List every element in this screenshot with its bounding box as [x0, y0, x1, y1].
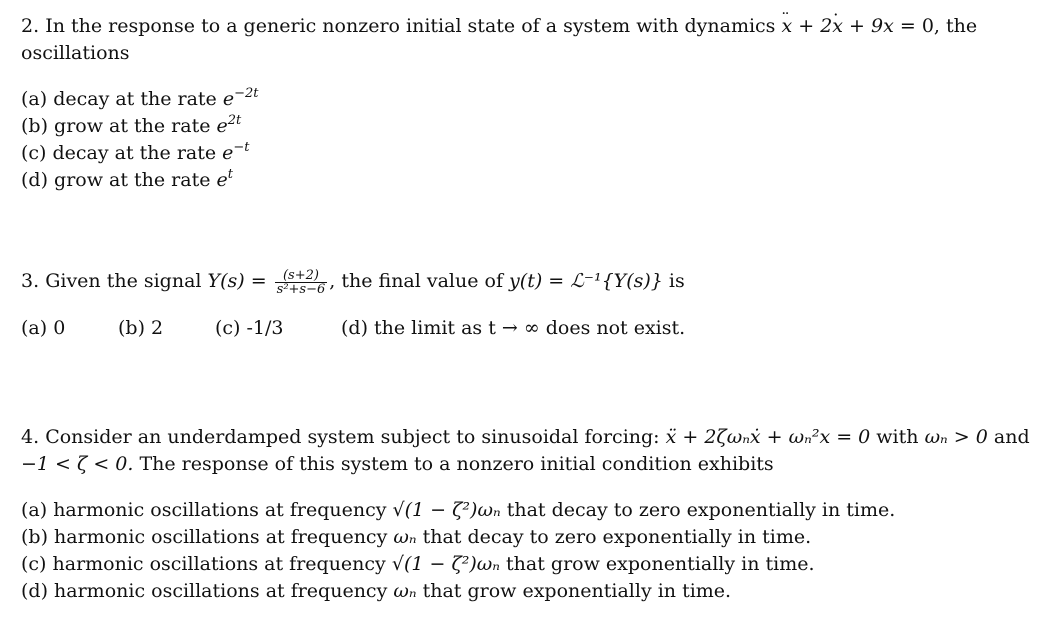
fraction-denominator: s²+s−6 [276, 281, 326, 297]
frequency-expression: √(1 − ζ²)ωₙ [391, 553, 500, 575]
question-3-options [21, 315, 1033, 342]
forcing-equation: ẍ + 2ζωₙẋ + ωₙ²x = 0 [665, 426, 871, 448]
signal-lhs: Y(s) = [207, 270, 267, 292]
question-4-stem [21, 424, 1033, 451]
stem-line-2 [21, 451, 1033, 478]
option-a[interactable]: (a) harmonic oscillations at frequency √(1 − ζ²)ωₙ that decay to zero exponentially in time. [21, 499, 896, 521]
frequency-expression: √(1 − ζ²)ωₙ [392, 499, 501, 521]
question-4 [21, 424, 1033, 605]
option-d[interactable]: (d) grow at the rate $e^t$ [21, 167, 233, 191]
frequency-expression: ωₙ [393, 580, 417, 602]
stem-text-end: and [993, 426, 1030, 448]
option-b[interactable]: (b) harmonic oscillations at frequency ωₙ that decay to zero exponentially in time. [21, 526, 812, 548]
zeta-condition: −1 < ζ < 0. [21, 453, 134, 475]
question-2-options [21, 86, 1033, 194]
question-number: 4. [21, 426, 40, 448]
option-a[interactable]: (a) 0 [21, 316, 66, 339]
option-d[interactable]: (d) the limit as t → ∞ does not exist. [341, 316, 686, 339]
question-2-stem [21, 13, 1033, 40]
question-4-options [21, 497, 1033, 605]
fraction-numerator: (s+2) [275, 269, 328, 283]
option-c[interactable]: (c) decay at the rate $e^{-t}$ [21, 140, 250, 164]
question-number: 3. [21, 270, 40, 292]
question-3-stem [21, 268, 1033, 296]
stem-text: In the response to a generic nonzero initial state of a system with dynamics [45, 15, 776, 37]
option-c[interactable]: (c) harmonic oscillations at frequency √(1 − ζ²)ωₙ that grow exponentially in time. [21, 553, 815, 575]
option-c[interactable]: (c) -1/3 [215, 316, 284, 339]
stem-text-end: is [668, 270, 685, 292]
stem-line-2: oscillations [21, 42, 130, 64]
stem-text-mid: , the final value of [329, 270, 503, 292]
frequency-expression: ωₙ [393, 526, 417, 548]
transfer-fraction [275, 269, 328, 296]
option-a[interactable]: (a) decay at the rate $e^{-2t}$ [21, 86, 259, 110]
option-b[interactable]: (b) grow at the rate $e^{2t}$ [21, 113, 242, 137]
omega-condition: ωₙ > 0 [924, 426, 988, 448]
question-2 [21, 13, 1033, 194]
stem-text: Consider an underdamped system subject to sinusoidal forcing: [45, 426, 660, 448]
stem-text-line2: The response of this system to a nonzero initial condition exhibits [139, 453, 774, 475]
question-3 [21, 268, 1033, 342]
option-b[interactable]: (b) 2 [118, 316, 164, 339]
inverse-laplace: y(t) = ℒ⁻¹{Y(s)} [509, 270, 663, 292]
dynamics-equation: ·· x + 2· x + 9x = 0, [781, 15, 946, 37]
stem-text: Given the signal [45, 270, 202, 292]
option-d[interactable]: (d) harmonic oscillations at frequency ωₙ that grow exponentially in time. [21, 580, 732, 602]
stem-text-mid: with [876, 426, 919, 448]
stem-text-end: the [946, 15, 978, 37]
question-number: 2. [21, 15, 40, 37]
